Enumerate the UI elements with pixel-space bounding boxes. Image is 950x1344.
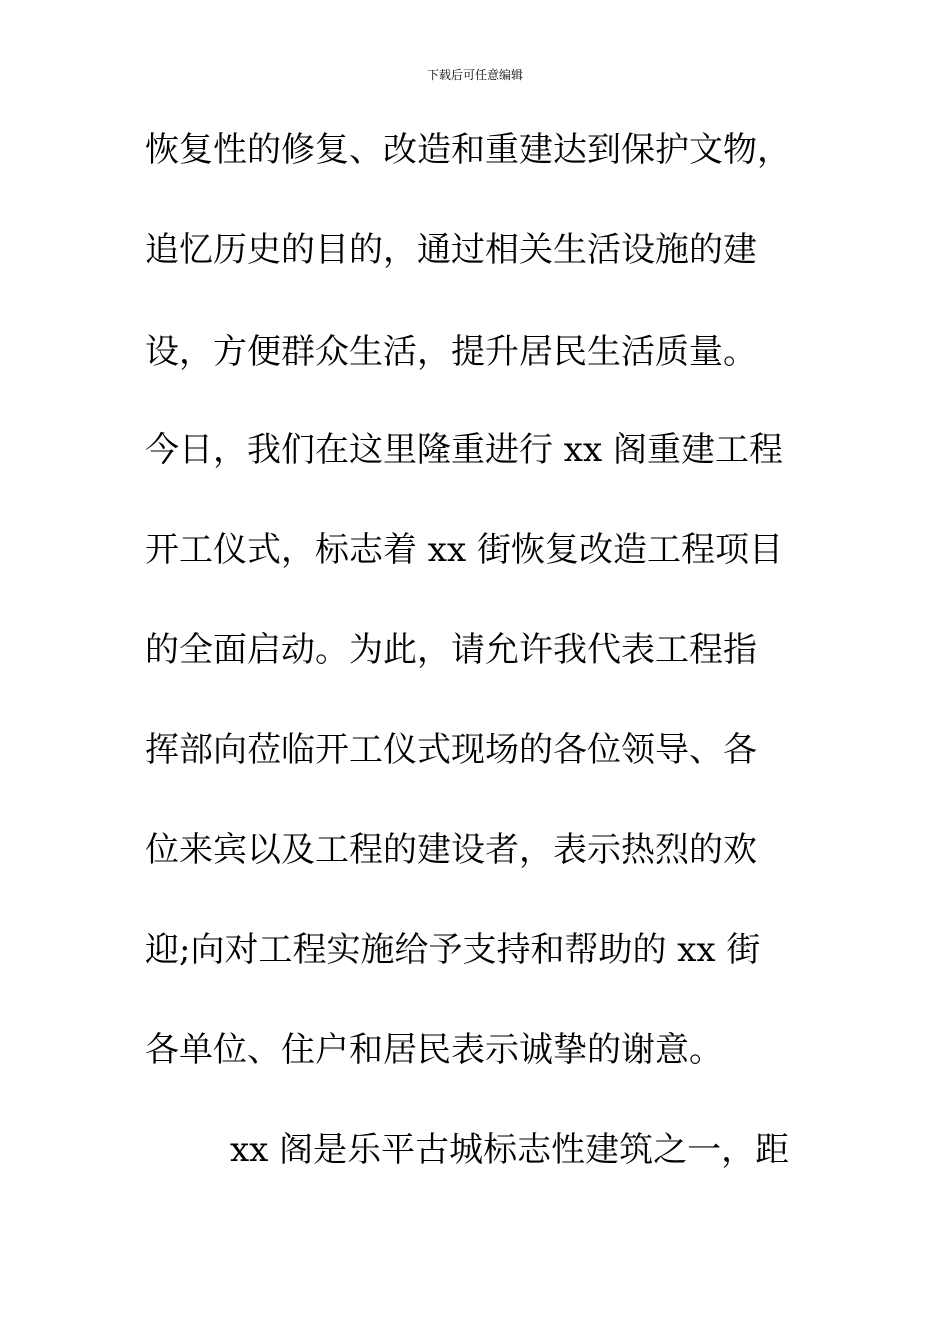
text-line: 今日，我们在这里隆重进行 xx 阁重建工程 <box>145 430 783 470</box>
text-line: 挥部向莅临开工仪式现场的各位领导、各 <box>145 730 757 770</box>
text-line: 开工仪式，标志着 xx 街恢复改造工程项目 <box>145 530 783 570</box>
text-line: 恢复性的修复、改造和重建达到保护文物， <box>145 130 791 170</box>
text-line: 设，方便群众生活，提升居民生活质量。 <box>145 332 757 372</box>
text-line: 追忆历史的目的，通过相关生活设施的建 <box>145 230 757 270</box>
text-line: 位来宾以及工程的建设者，表示热烈的欢 <box>145 830 757 870</box>
page-header: 下载后可任意编辑 <box>426 68 523 82</box>
text-line: 迎;向对工程实施给予支持和帮助的 xx 街 <box>145 930 761 970</box>
text-line: 的全面启动。为此，请允许我代表工程指 <box>145 630 757 670</box>
text-line: 各单位、住户和居民表示诚挚的谢意。 <box>145 1030 723 1070</box>
paragraph-start-line: xx 阁是乐平古城标志性建筑之一，距 <box>230 1130 790 1170</box>
